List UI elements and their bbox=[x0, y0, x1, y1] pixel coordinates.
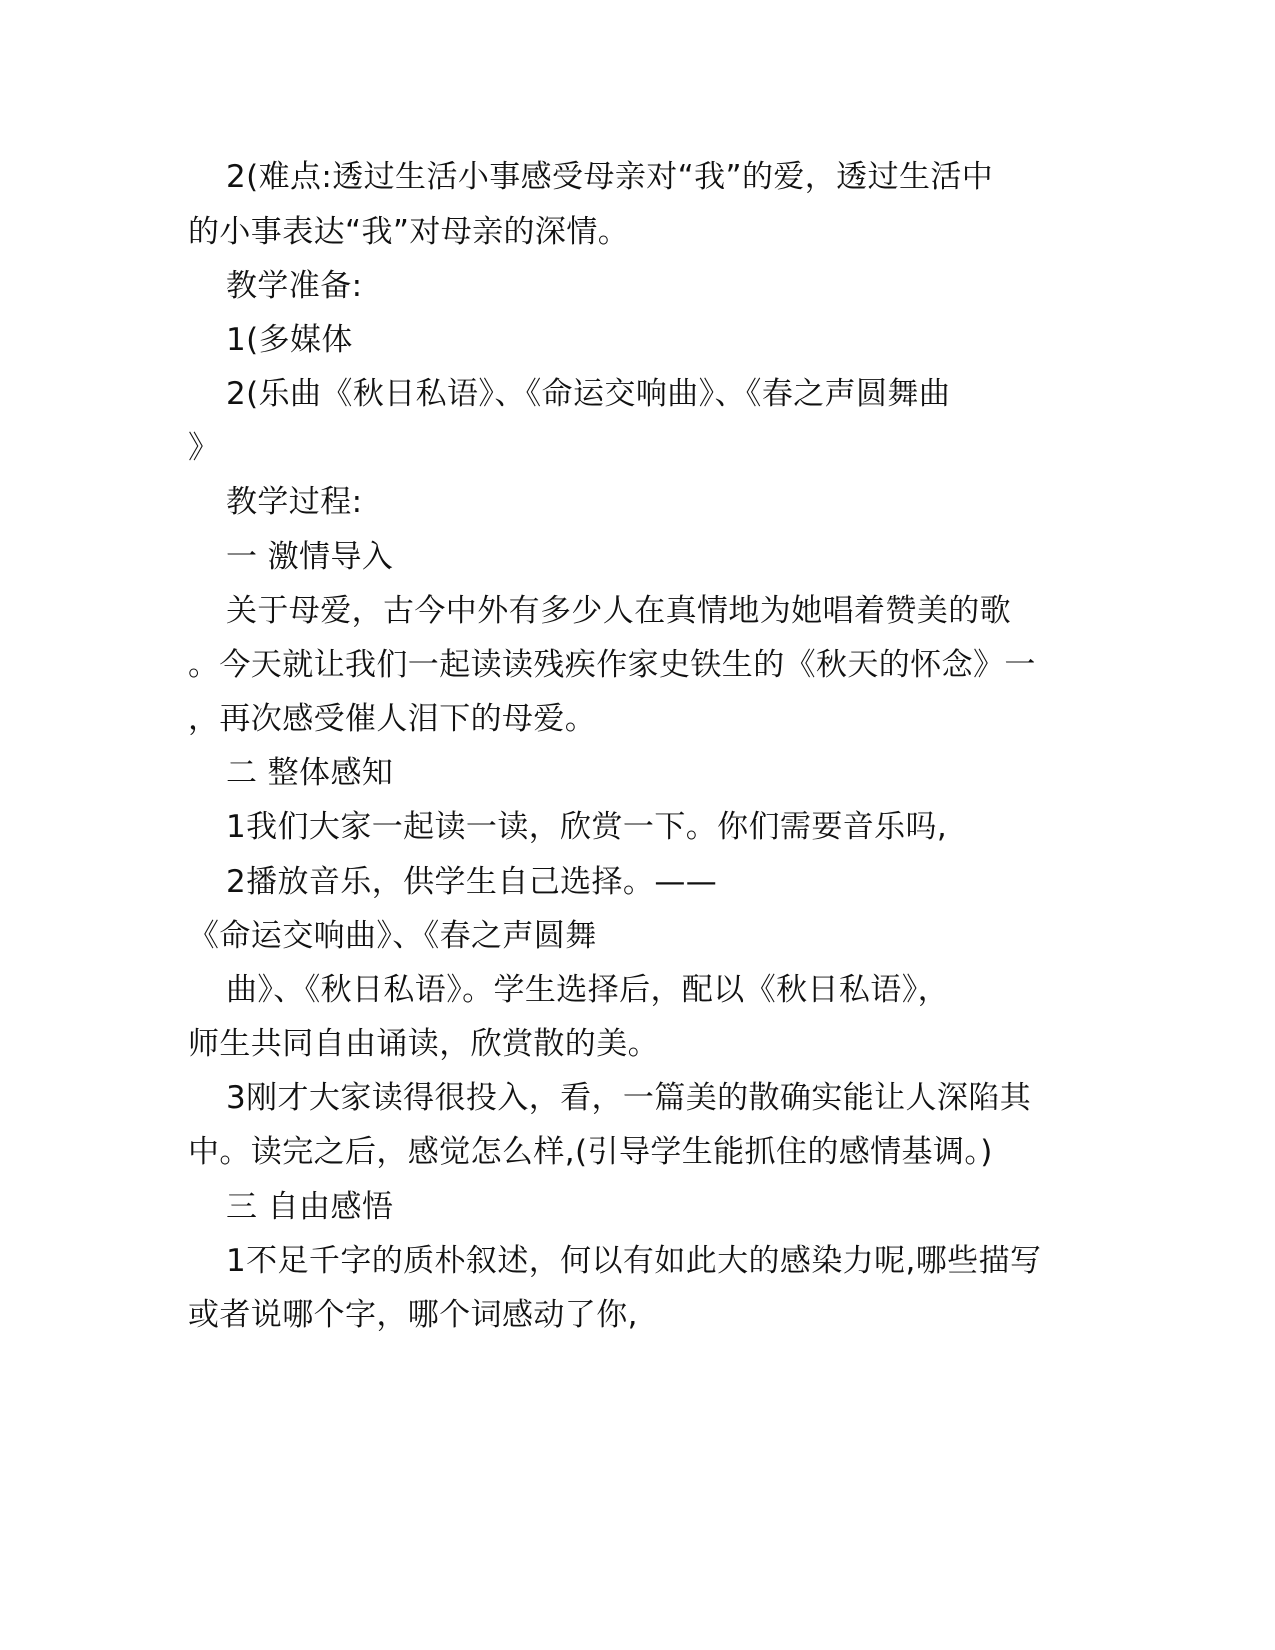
section-heading: 三 自由感悟 bbox=[226, 1189, 394, 1225]
text-line: 《命运交响曲》、《春之声圆舞 bbox=[188, 918, 597, 954]
text-line: 中。读完之后，感觉怎么样,(引导学生能抓住的感情基调。) bbox=[188, 1134, 993, 1170]
text-line: 2(难点:透过生活小事感受母亲对“我”的爱，透过生活中 bbox=[226, 159, 994, 195]
text-line: 曲》、《秋日私语》。学生选择后，配以《秋日私语》， bbox=[226, 972, 949, 1008]
text-line: 或者说哪个字，哪个词感动了你, bbox=[188, 1297, 638, 1333]
text-line: 教学过程: bbox=[226, 484, 363, 520]
text-line: 1我们大家一起读一读，欣赏一下。你们需要音乐吗, bbox=[226, 809, 948, 845]
text-line: 》 bbox=[188, 430, 220, 466]
text-line: 的小事表达“我”对母亲的深情。 bbox=[188, 214, 630, 250]
text-line: 1不足千字的质朴叙述，何以有如此大的感染力呢,哪些描写 bbox=[226, 1243, 1042, 1279]
text-line: 师生共同自由诵读，欣赏散的美。 bbox=[188, 1026, 659, 1062]
section-heading: 二 整体感知 bbox=[226, 755, 394, 791]
text-line: 关于母爱，古今中外有多少人在真情地为她唱着赞美的歌 bbox=[226, 593, 1011, 629]
text-line: 。今天就让我们一起读读残疾作家史铁生的《秋天的怀念》一 bbox=[188, 647, 1036, 683]
text-line: 2(乐曲《秋日私语》、《命运交响曲》、《春之声圆舞曲 bbox=[226, 376, 951, 412]
text-line: ，再次感受催人泪下的母爱。 bbox=[188, 701, 597, 737]
text-line: 教学准备: bbox=[226, 268, 363, 304]
section-heading: 一 激情导入 bbox=[226, 539, 394, 575]
text-line: 3刚才大家读得很投入，看，一篇美的散确实能让人深陷其 bbox=[226, 1080, 1032, 1116]
text-line: 2播放音乐，供学生自己选择。—— bbox=[226, 864, 718, 900]
text-line: 1(多媒体 bbox=[226, 322, 353, 358]
